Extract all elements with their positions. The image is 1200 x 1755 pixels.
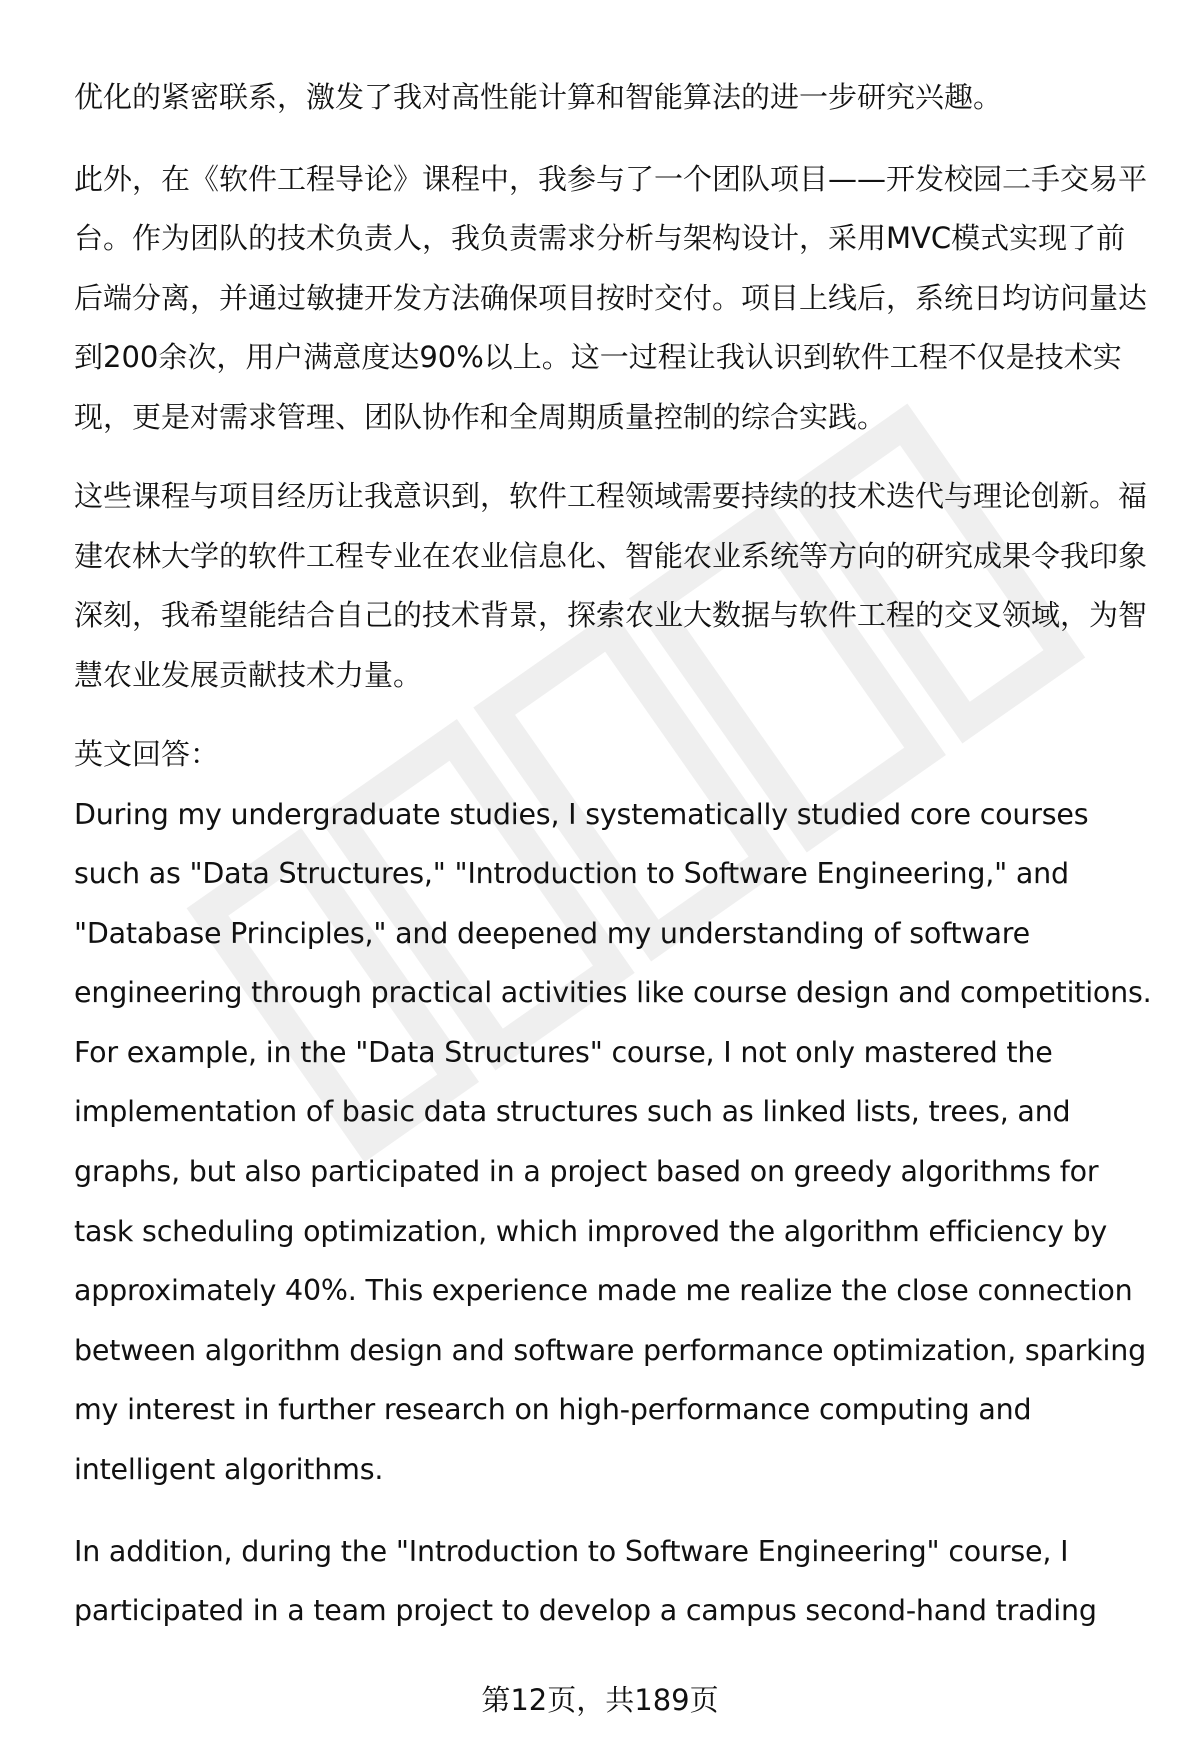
- paragraph-cn-2: 此外，在《软件工程导论》课程中，我参与了一个团队项目——开发校园二手交易平台。作为团队的技术负责人，我负责需求分析与架构设计，采用MVC模式实现了前后端分离，并通过敏捷开发方法确保项目按时交付。项目上线后，系统日均访问量达到200余次，用户满意度达90%以上。这一过程让我认识到软件工程不仅是技术实现，更是对需求管理、团队协作和全周期质量控制的综合实践。: [74, 161, 1148, 434]
- paragraph-en-2: In addition, during the "Introduction to Software Engineering" course, I participated in a team project to develop a campus second-hand trading: [74, 1534, 1097, 1628]
- document-body: [74, 68, 1154, 1641]
- english-answer-label: 英文回答：: [74, 737, 220, 771]
- paragraph-en-1: During my undergraduate studies, I systematically studied core courses such as "Data Structures," "Introduction to Software Engineering," and "Database Principles," and deepened my understanding of software engineering through practical activities like course design and competitions. For example, in the "Data Structures" course, I not only mastered the implementation of basic data structures such as linked lists, trees, and graphs, but also participated in a project based on greedy algorithms for task scheduling optimization, which improved the algorithm efficiency by approximately 40%. This experience made me realize the close connection between algorithm design and software performance optimization, sparking my interest in further research on high-performance computing and intelligent algorithms.: [74, 797, 1152, 1487]
- paragraph-cn-3: 这些课程与项目经历让我意识到，软件工程领域需要持续的技术迭代与理论创新。福建农林大学的软件工程专业在农业信息化、智能农业系统等方向的研究成果令我印象深刻，我希望能结合自己的技术背景，探索农业大数据与软件工程的交叉领域，为智慧农业发展贡献技术力量。: [74, 479, 1148, 692]
- page-indicator: 第12页，共189页: [481, 1683, 719, 1717]
- paragraph-cn-1: 优化的紧密联系，激发了我对高性能计算和智能算法的进一步研究兴趣。: [74, 80, 1003, 114]
